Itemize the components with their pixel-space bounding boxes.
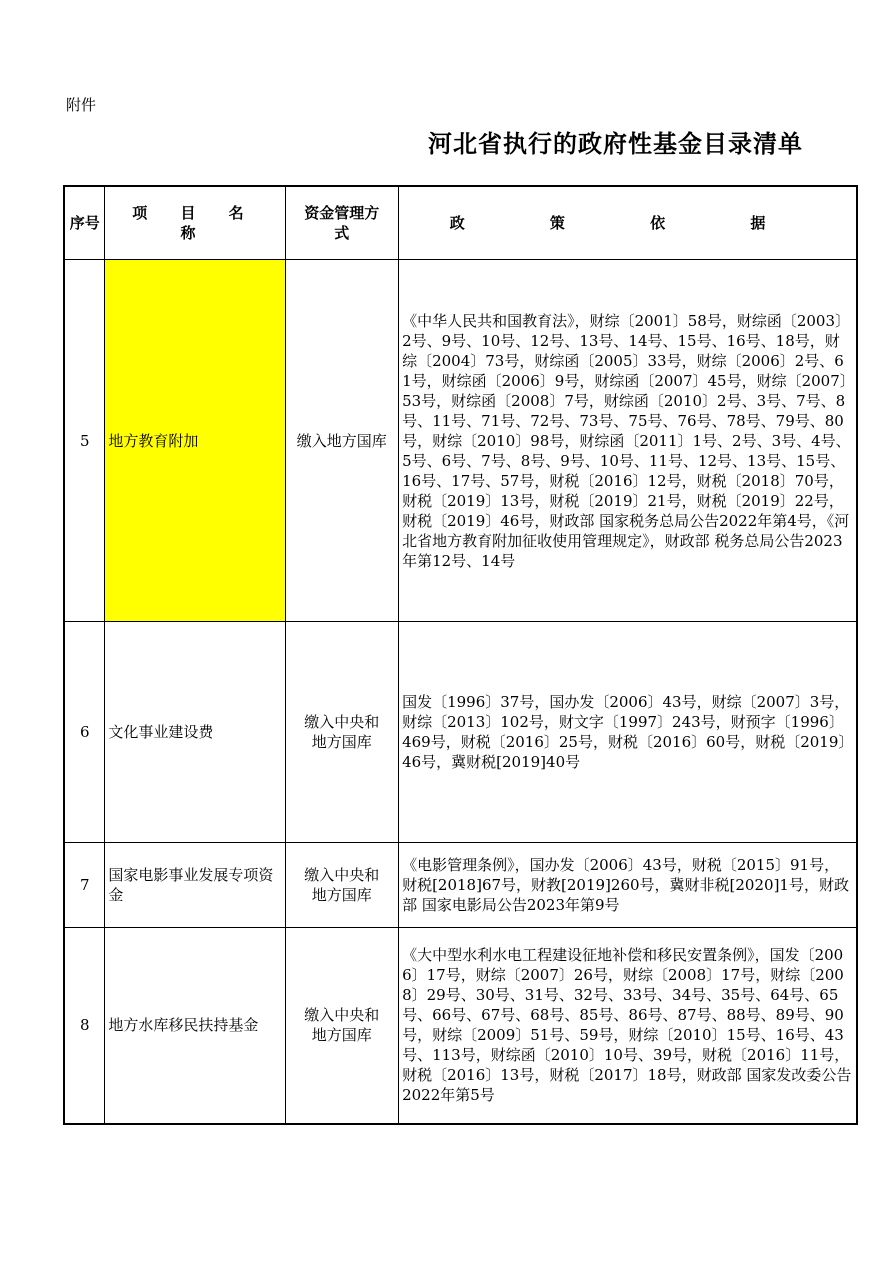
column-header-name-label: 项 目 名 称 xyxy=(132,204,258,242)
management-method-cell: 缴入中央和地方国库 xyxy=(285,622,399,843)
fund-name-cell: 地方水库移民扶持基金 xyxy=(105,928,285,1124)
column-header-no: 序号 xyxy=(64,186,105,260)
management-method-cell: 缴入地方国库 xyxy=(285,260,399,622)
column-header-management: 资金管理方式 xyxy=(285,186,399,260)
table-row xyxy=(64,843,857,928)
policy-basis-cell: 《中华人民共和国教育法》，财综〔2001〕58号，财综函〔2003〕2号、9号、10号、12号、13号、14号、15号、16号、18号，财综〔2004〕73号，财综函〔2005〕33号，财综〔2006〕2号、61号，财综函〔2006〕9号，财综函〔2007〕45号，财综〔2007〕53号，财综函〔2008〕7号，财综函〔2010〕2号、3号、7号、8号、11号、71号、72号、73号、75号、76号、78号、79号、80号，财综〔2010〕98号，财综函〔2011〕1号、2号、3号、4号、5号、6号、7号、8号、9号、10号、11号、12号、13号、15号、16号、17号、57号，财税〔2016〕12号，财税〔2018〕70号，财税〔2019〕13号，财税〔2019〕21号，财税〔2019〕22号，财税〔2019〕46号，财政部 国家税务总局公告2022年第4号，《河北省地方教育附加征收使用管理规定》，财政部 税务总局公告2023年第12号、14号 xyxy=(399,260,857,622)
policy-basis-cell: 《电影管理条例》，国办发〔2006〕43号，财税〔2015〕91号，财税[2018]67号，财教[2019]260号，冀财非税[2020]1号，财政部 国家电影局公告2023年第9号 xyxy=(399,843,857,928)
fund-name-cell: 地方教育附加 xyxy=(105,260,285,622)
row-number: 7 xyxy=(64,843,105,928)
fund-name-cell: 文化事业建设费 xyxy=(105,622,285,843)
table-row xyxy=(64,622,857,843)
policy-basis-cell: 《大中型水利水电工程建设征地补偿和移民安置条例》，国发〔2006〕17号，财综〔2007〕26号，财综〔2008〕17号，财综〔2008〕29号、30号、31号、32号、33号、34号、35号、64号、65号、66号、67号、68号、85号、86号、87号、88号、89号、90号，财综〔2009〕51号、59号，财综〔2010〕15号、16号、43号、113号，财综函〔2010〕10号、39号，财税〔2016〕11号，财税〔2016〕13号，财税〔2017〕18号，财政部 国家发改委公告2022年第5号 xyxy=(399,928,857,1124)
column-header-name xyxy=(105,186,285,260)
column-header-policy-label: 政 策 依 据 xyxy=(449,214,806,232)
management-method-cell: 缴入中央和地方国库 xyxy=(285,928,399,1124)
table-row xyxy=(64,928,857,1124)
management-method-cell: 缴入中央和地方国库 xyxy=(285,843,399,928)
attachment-label: 附件 xyxy=(66,96,97,114)
row-number: 5 xyxy=(64,260,105,622)
fund-catalog-table xyxy=(63,185,858,1125)
fund-name-cell: 国家电影事业发展专项资金 xyxy=(105,843,285,928)
page-title: 河北省执行的政府性基金目录清单 xyxy=(428,130,803,158)
row-number: 8 xyxy=(64,928,105,1124)
policy-basis-cell: 国发〔1996〕37号，国办发〔2006〕43号，财综〔2007〕3号，财综〔2013〕102号，财文字〔1997〕243号，财预字〔1996〕469号，财税〔2016〕25号，财税〔2016〕60号，财税〔2019〕46号，冀财税[2019]40号 xyxy=(399,622,857,843)
table-header-row xyxy=(64,186,857,260)
column-header-policy xyxy=(399,186,857,260)
table-row xyxy=(64,260,857,622)
row-number: 6 xyxy=(64,622,105,843)
